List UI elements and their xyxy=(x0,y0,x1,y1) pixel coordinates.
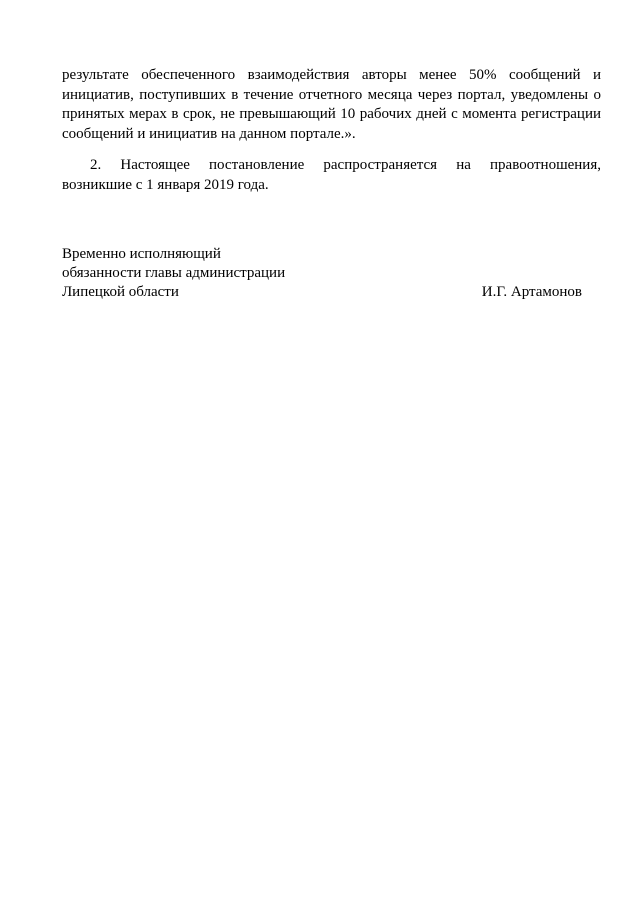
signatory-position-line: обязанности главы администрации xyxy=(62,265,286,281)
paragraph-line: 2. Настоящее постановление распространяется на правоотношения, xyxy=(90,157,601,173)
paragraph-line: сообщений и инициатив на данном портале.». xyxy=(62,125,356,142)
paragraph-line: результате обеспеченного взаимодействия авторы менее 50% сообщений и xyxy=(62,67,601,83)
signatory-position-line: Временно исполняющий xyxy=(62,246,221,262)
paragraph-line: инициатив, поступивших в течение отчетного месяца через портал, уведомлены о xyxy=(62,86,601,103)
paragraph-item-2 xyxy=(62,156,601,195)
paragraph-line: возникшие с 1 января 2019 года. xyxy=(62,176,269,193)
signatory-position-line: Липецкой области xyxy=(62,284,179,300)
paragraph-continuation xyxy=(62,66,601,144)
paragraph-line: принятых мерах в срок, не превышающий 10 рабочих дней с момента регистрации xyxy=(62,106,601,122)
signature-block xyxy=(62,245,582,302)
signatory-name: И.Г. Артамонов xyxy=(481,284,582,300)
